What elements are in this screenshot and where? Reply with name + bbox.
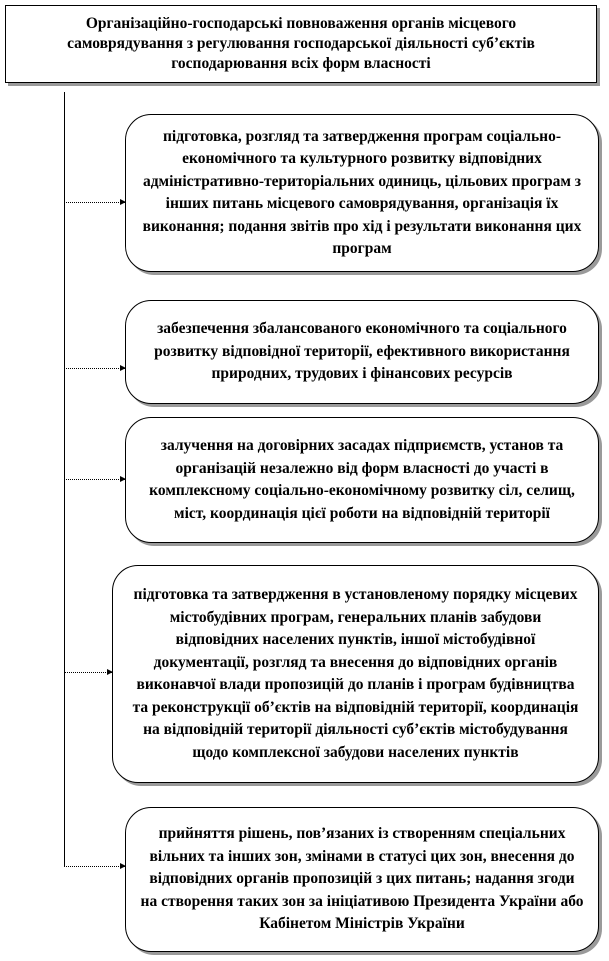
power-box (125, 807, 599, 952)
connector-arrow (64, 202, 125, 203)
power-box (125, 114, 599, 272)
diagram-title: Організаційно-господарські повноваження органів місцевого самоврядування з регулювання господарської діяльності суб’єктів господарювання всіх форм власності (67, 15, 535, 72)
power-box (112, 565, 599, 783)
power-text: забезпечення збалансованого економічного та соціального розвитку відповідної території, ефективного використання природних, трудових і фінансових ресурсів (154, 320, 570, 383)
connector-arrow (64, 368, 125, 369)
power-text: залучення на договірних засадах підприємств, установ та організацій незалежно від форм власності до участі в комплексному соціально-економічному розвитку сіл, селищ, міст, координація цієї роботи на відповідній території (149, 437, 575, 522)
power-text: прийняття рішень, пов’язаних із створенням спеціальних вільних та інших зон, змінами в статусі цих зон, внесення до відповідних органів пропозицій з цих питань; надання згоди на створення таких зон за ініціативою Президента України або Кабінетом Міністрів України (140, 825, 584, 933)
power-box (125, 417, 599, 543)
power-box (125, 300, 599, 404)
connector-arrow (64, 479, 125, 480)
connector-arrow (64, 866, 125, 867)
diagram-title-box (5, 5, 597, 83)
power-text: підготовка та затвердження в установленому порядку місцевих містобудівних програм, генеральних планів забудови відповідних населених пунктів, іншої містобудівної документації, розгляд та внесення до відповідних органів виконавчої влади пропозицій до планів і програм будівництва та реконструкції об’єктів на відповідній території, координація на відповідній території діяльності суб’єктів містобудування щодо комплексної забудови населених пунктів (132, 586, 579, 761)
power-text: підготовка, розгляд та затвердження програм соціально-економічного та культурного розвитку відповідних адміністративно-територіальних одиниць, цільових програм з інших питань місцевого самоврядування, організація їх виконання; подання звітів про хід і результати виконання цих програм (142, 127, 582, 257)
connector-arrow (64, 672, 112, 673)
